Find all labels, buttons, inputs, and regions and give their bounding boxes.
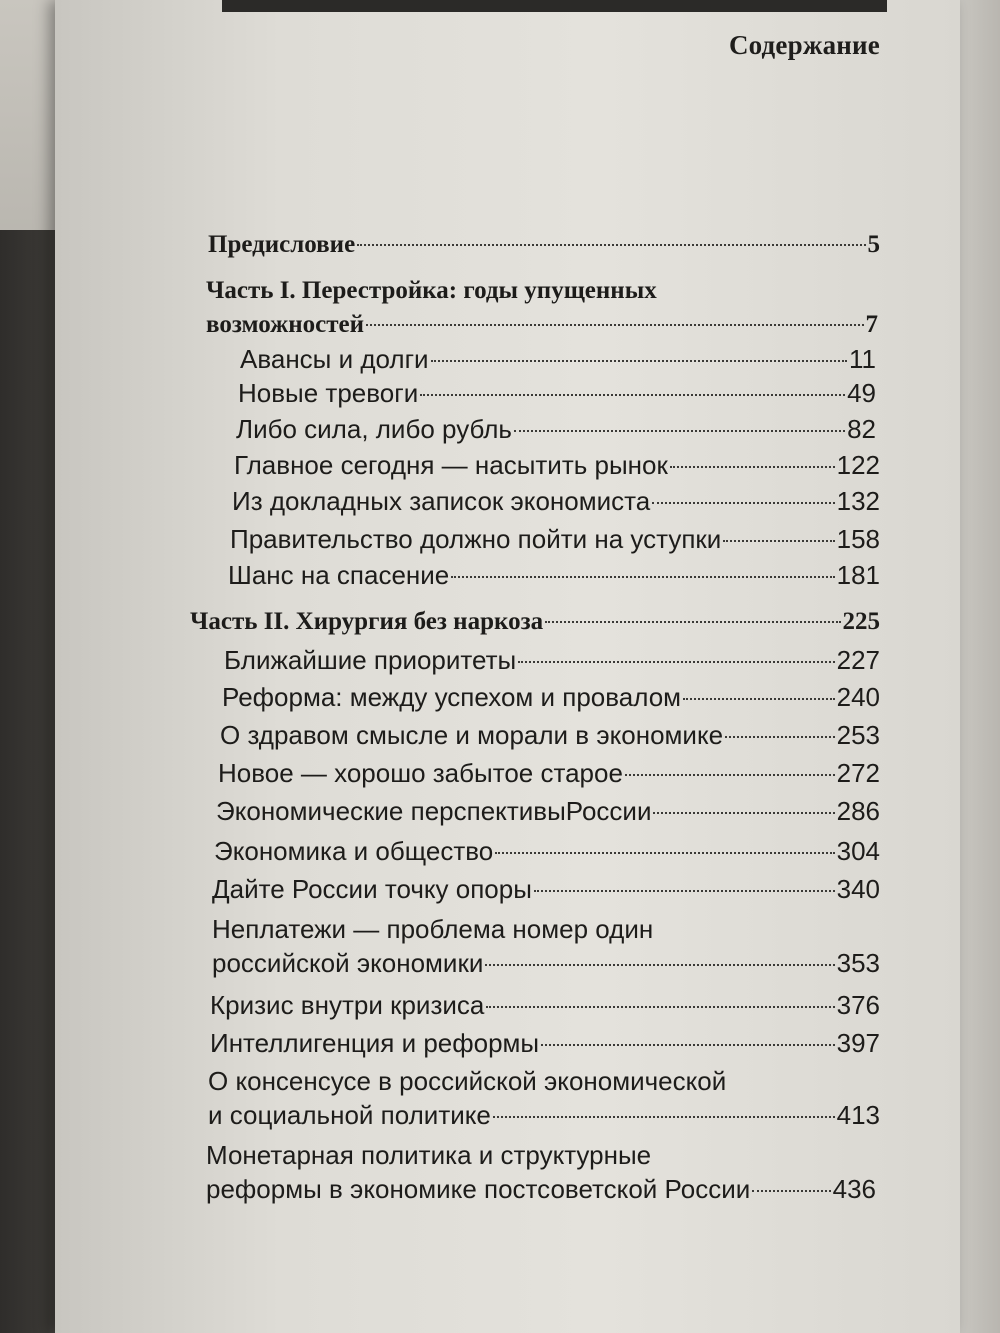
toc-line <box>190 605 880 639</box>
toc-page-number: 225 <box>842 608 880 635</box>
toc-part-entry <box>190 605 880 639</box>
toc-line <box>238 376 876 410</box>
toc-entry-title: Монетарная политика и структурные <box>206 1140 652 1170</box>
toc-entry-title: Новое — хорошо забытое старое <box>218 758 623 788</box>
toc-line <box>206 274 878 308</box>
toc-entry-title: и социальной политике <box>208 1100 491 1130</box>
toc-chapter-entry <box>240 342 876 376</box>
toc-page-number: 132 <box>836 486 880 516</box>
toc-line <box>216 794 880 828</box>
toc-entry-title: О здравом смысле и морали в экономике <box>220 720 724 750</box>
dot-leader <box>670 466 835 468</box>
dot-leader <box>493 1116 835 1118</box>
toc-line <box>212 946 880 980</box>
dot-leader <box>725 736 835 738</box>
toc-page-number: 5 <box>867 231 880 258</box>
toc-entry-title: Шанс на спасение <box>228 560 450 590</box>
toc-entry-title: Авансы и долги <box>240 344 429 374</box>
toc-line <box>214 834 880 868</box>
toc-page-number: 340 <box>836 874 880 904</box>
toc-chapter-entry <box>228 558 880 592</box>
toc-chapter-entry <box>230 522 880 556</box>
dot-leader <box>357 244 865 246</box>
toc-entry-title: Кризис внутри кризиса <box>210 990 485 1020</box>
dot-leader <box>652 502 834 504</box>
toc-line <box>240 342 876 376</box>
toc-part-entry <box>206 274 878 342</box>
dot-leader <box>541 1044 834 1046</box>
toc-chapter-entry <box>212 872 880 906</box>
toc-line <box>232 484 880 518</box>
toc-chapter-entry <box>238 376 876 410</box>
toc-entry-title: Ближайшие приоритеты <box>224 645 517 675</box>
toc-page-number: 122 <box>836 450 880 480</box>
dot-leader <box>420 394 845 396</box>
toc-chapter-entry <box>212 912 880 980</box>
toc-page-number: 304 <box>836 836 880 866</box>
toc-entry-title: Экономика и общество <box>214 836 494 866</box>
toc-line <box>218 756 880 790</box>
toc-chapter-entry <box>210 988 880 1022</box>
dot-leader <box>495 852 834 854</box>
toc-line <box>236 412 876 446</box>
toc-entry-title: возможностей <box>206 311 365 338</box>
toc-entry-title: Часть II. Хирургия без наркоза <box>190 608 544 635</box>
toc-chapter-entry <box>208 1064 880 1132</box>
toc-line <box>206 1138 876 1172</box>
toc-page-number: 353 <box>836 948 880 978</box>
toc-page-number: 82 <box>847 414 876 444</box>
toc-page-number: 376 <box>836 990 880 1020</box>
running-head: Содержание <box>728 30 880 60</box>
toc-chapter-entry <box>222 680 880 714</box>
toc-page-number: 413 <box>836 1100 880 1130</box>
toc-entry-title: О консенсусе в российской экономической <box>208 1066 727 1096</box>
toc-line <box>206 1172 876 1206</box>
dot-leader <box>431 360 847 362</box>
toc-entry-title: Новые тревоги <box>238 378 419 408</box>
dot-leader <box>625 774 835 776</box>
toc-entry-title: Правительство должно пойти на уступки <box>230 524 722 554</box>
toc-entry-title: Из докладных записок экономиста <box>232 486 651 516</box>
toc-chapter-entry <box>206 1138 876 1206</box>
toc-entry-title: Реформа: между успехом и провалом <box>222 682 682 712</box>
dot-leader <box>366 324 863 326</box>
toc-line <box>212 912 880 946</box>
dot-leader <box>545 621 840 623</box>
dot-leader <box>518 661 834 663</box>
toc-entry-title: Интеллигенция и реформы <box>210 1028 540 1058</box>
toc-entry-title: Неплатежи — проблема номер один <box>212 914 654 944</box>
toc-chapter-entry <box>210 1026 880 1060</box>
toc-entry-title: Либо сила, либо рубль <box>236 414 512 444</box>
toc-chapter-entry <box>224 643 880 677</box>
toc-entry-title: Часть I. Перестройка: годы упущенных <box>206 277 657 304</box>
toc-line <box>224 643 880 677</box>
dot-leader <box>683 698 835 700</box>
toc-line <box>220 718 880 752</box>
dot-leader <box>486 1006 834 1008</box>
toc-page-number: 286 <box>836 796 880 826</box>
toc-line <box>234 448 880 482</box>
toc-line <box>206 308 878 342</box>
toc-page-number: 181 <box>836 560 880 590</box>
toc-entry-title: Предисловие <box>208 231 356 258</box>
toc-line <box>222 680 880 714</box>
toc-page-number: 11 <box>849 344 876 374</box>
toc-chapter-entry <box>234 448 880 482</box>
toc-page-number: 397 <box>836 1028 880 1058</box>
toc-page-number: 7 <box>865 311 878 338</box>
toc-entry-title: реформы в экономике постсоветской России <box>206 1174 751 1204</box>
toc-page-number: 49 <box>847 378 876 408</box>
toc-page-number: 436 <box>832 1174 876 1204</box>
toc-part-entry <box>208 228 880 262</box>
dot-leader <box>451 576 834 578</box>
dot-leader <box>752 1190 830 1192</box>
toc-line <box>208 1098 880 1132</box>
toc-chapter-entry <box>218 756 880 790</box>
dot-leader <box>514 430 845 432</box>
toc-chapter-entry <box>220 718 880 752</box>
toc-line <box>210 1026 880 1060</box>
toc-chapter-entry <box>236 412 876 446</box>
toc-chapter-entry <box>232 484 880 518</box>
toc-line <box>210 988 880 1022</box>
toc-chapter-entry <box>216 794 880 828</box>
dot-leader <box>534 890 835 892</box>
toc-line <box>228 558 880 592</box>
toc-entry-title: Главное сегодня — насытить рынок <box>234 450 668 480</box>
dot-leader <box>485 964 834 966</box>
dot-leader <box>653 812 834 814</box>
toc-page-number: 158 <box>836 524 880 554</box>
toc-entry-title: российской экономики <box>212 948 484 978</box>
toc-page-number: 240 <box>836 682 880 712</box>
toc-line <box>208 228 880 262</box>
toc-chapter-entry <box>214 834 880 868</box>
dot-leader <box>723 540 834 542</box>
toc-page-number: 253 <box>836 720 880 750</box>
toc-entry-title: Экономические перспективыРоссии <box>216 796 652 826</box>
toc-line <box>208 1064 880 1098</box>
toc-entry-title: Дайте России точку опоры <box>212 874 532 904</box>
toc-line <box>230 522 880 556</box>
toc-page-number: 272 <box>836 758 880 788</box>
toc-page-number: 227 <box>836 645 880 675</box>
toc-line <box>212 872 880 906</box>
